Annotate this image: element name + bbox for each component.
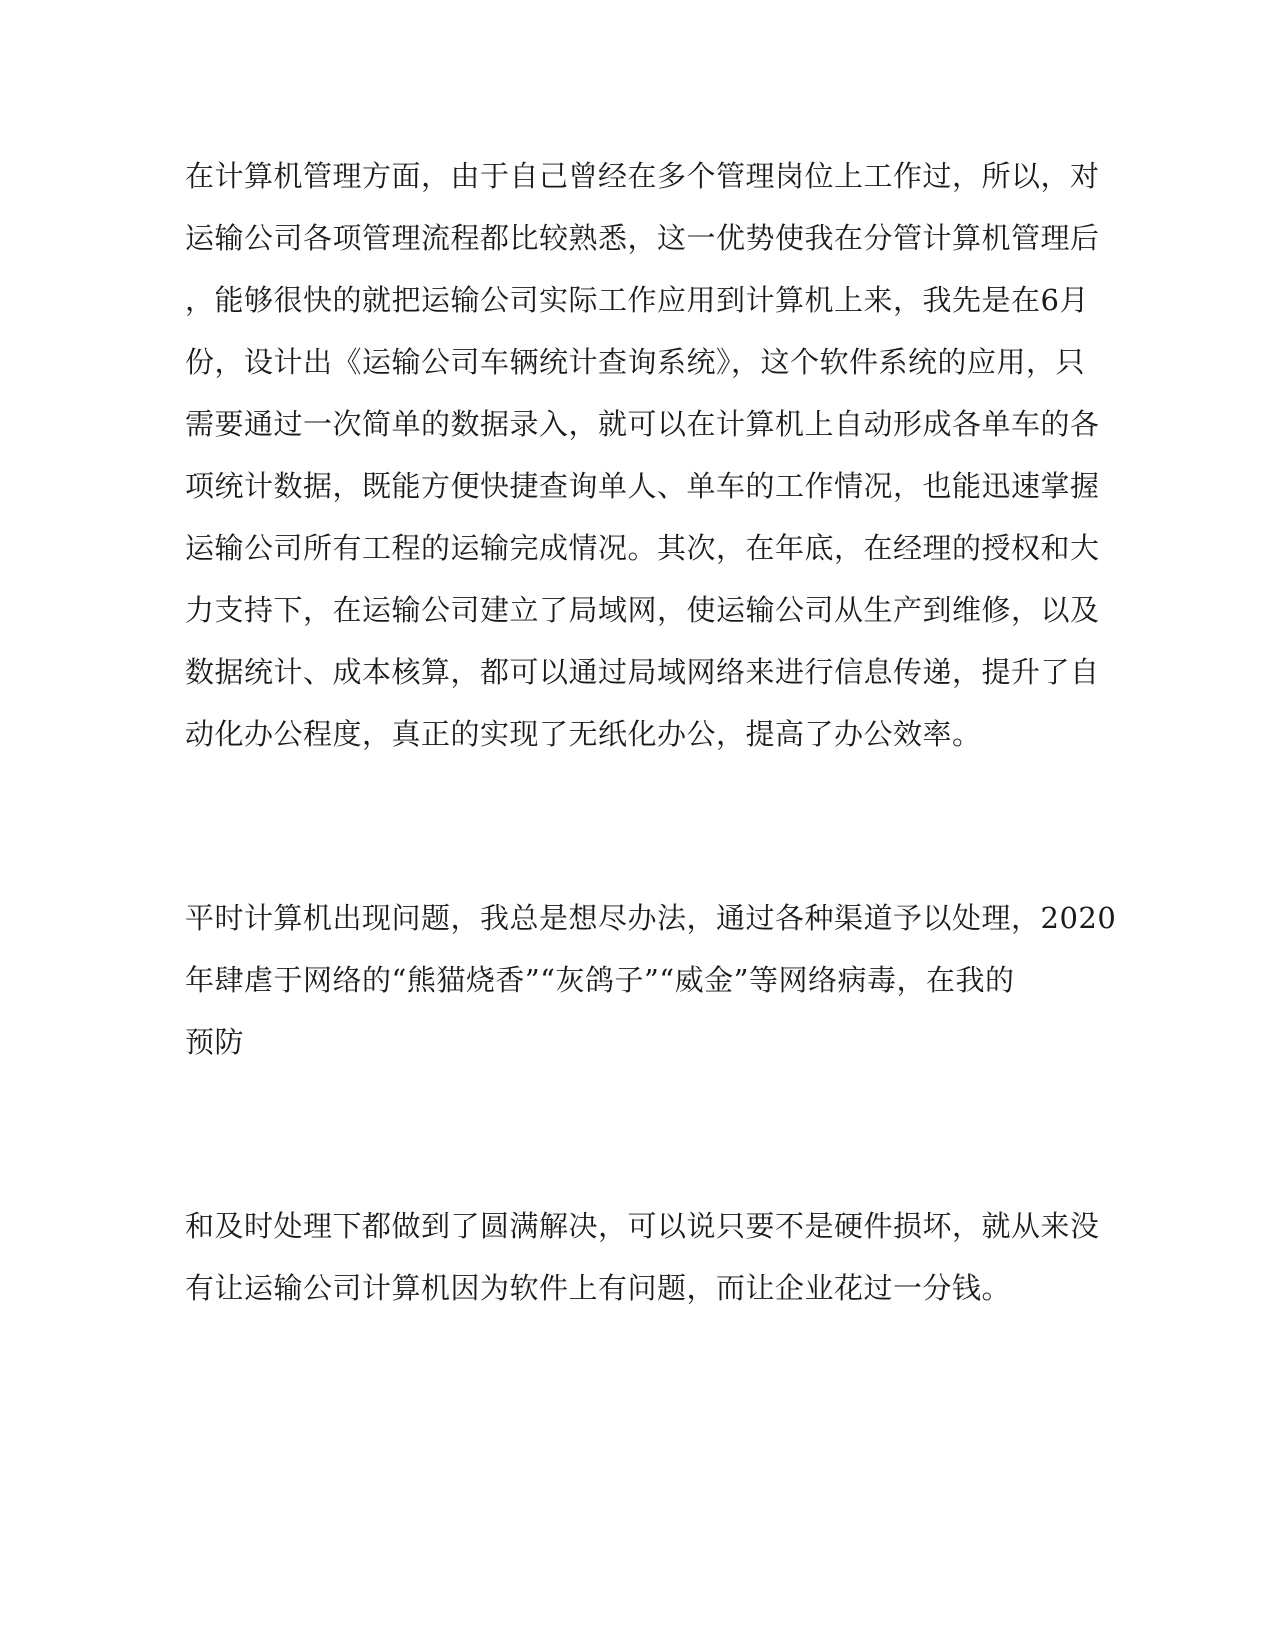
text-line: 动化办公程度，真正的实现了无纸化办公，提高了办公效率。 <box>185 717 982 751</box>
text-line: 运输公司各项管理流程都比较熟悉，这一优势使我在分管计算机管理后 <box>185 221 1100 255</box>
text-line: 预防 <box>185 1025 245 1059</box>
text-line: 数据统计、成本核算，都可以通过局域网络来进行信息传递，提升了自 <box>185 655 1100 689</box>
text-line: 和及时处理下都做到了圆满解决，可以说只要不是硬件损坏，就从来没 <box>185 1209 1100 1243</box>
text-line: 年肆虐于网络的“熊猫烧香”“灰鸽子”“威金”等网络病毒，在我的 <box>185 963 1015 997</box>
text-line: 力支持下，在运输公司建立了局域网，使运输公司从生产到维修，以及 <box>185 593 1100 627</box>
text-line: 平时计算机出现问题，我总是想尽办法，通过各种渠道予以处理，2020 <box>185 901 1117 935</box>
text-line: ，能够很快的就把运输公司实际工作应用到计算机上来，我先是在6月 <box>185 283 1089 317</box>
text-line: 份，设计出《运输公司车辆统计查询系统》，这个软件系统的应用，只 <box>185 345 1086 379</box>
text-line: 有让运输公司计算机因为软件上有问题，而让企业花过一分钱。 <box>185 1271 1012 1305</box>
text-line: 运输公司所有工程的运输完成情况。其次，在年底，在经理的授权和大 <box>185 531 1100 565</box>
text-line: 项统计数据，既能方便快捷查询单人、单车的工作情况，也能迅速掌握 <box>185 469 1100 503</box>
text-line: 需要通过一次简单的数据录入，就可以在计算机上自动形成各单车的各 <box>185 407 1100 441</box>
text-line: 在计算机管理方面，由于自己曾经在多个管理岗位上工作过，所以，对 <box>185 159 1100 193</box>
